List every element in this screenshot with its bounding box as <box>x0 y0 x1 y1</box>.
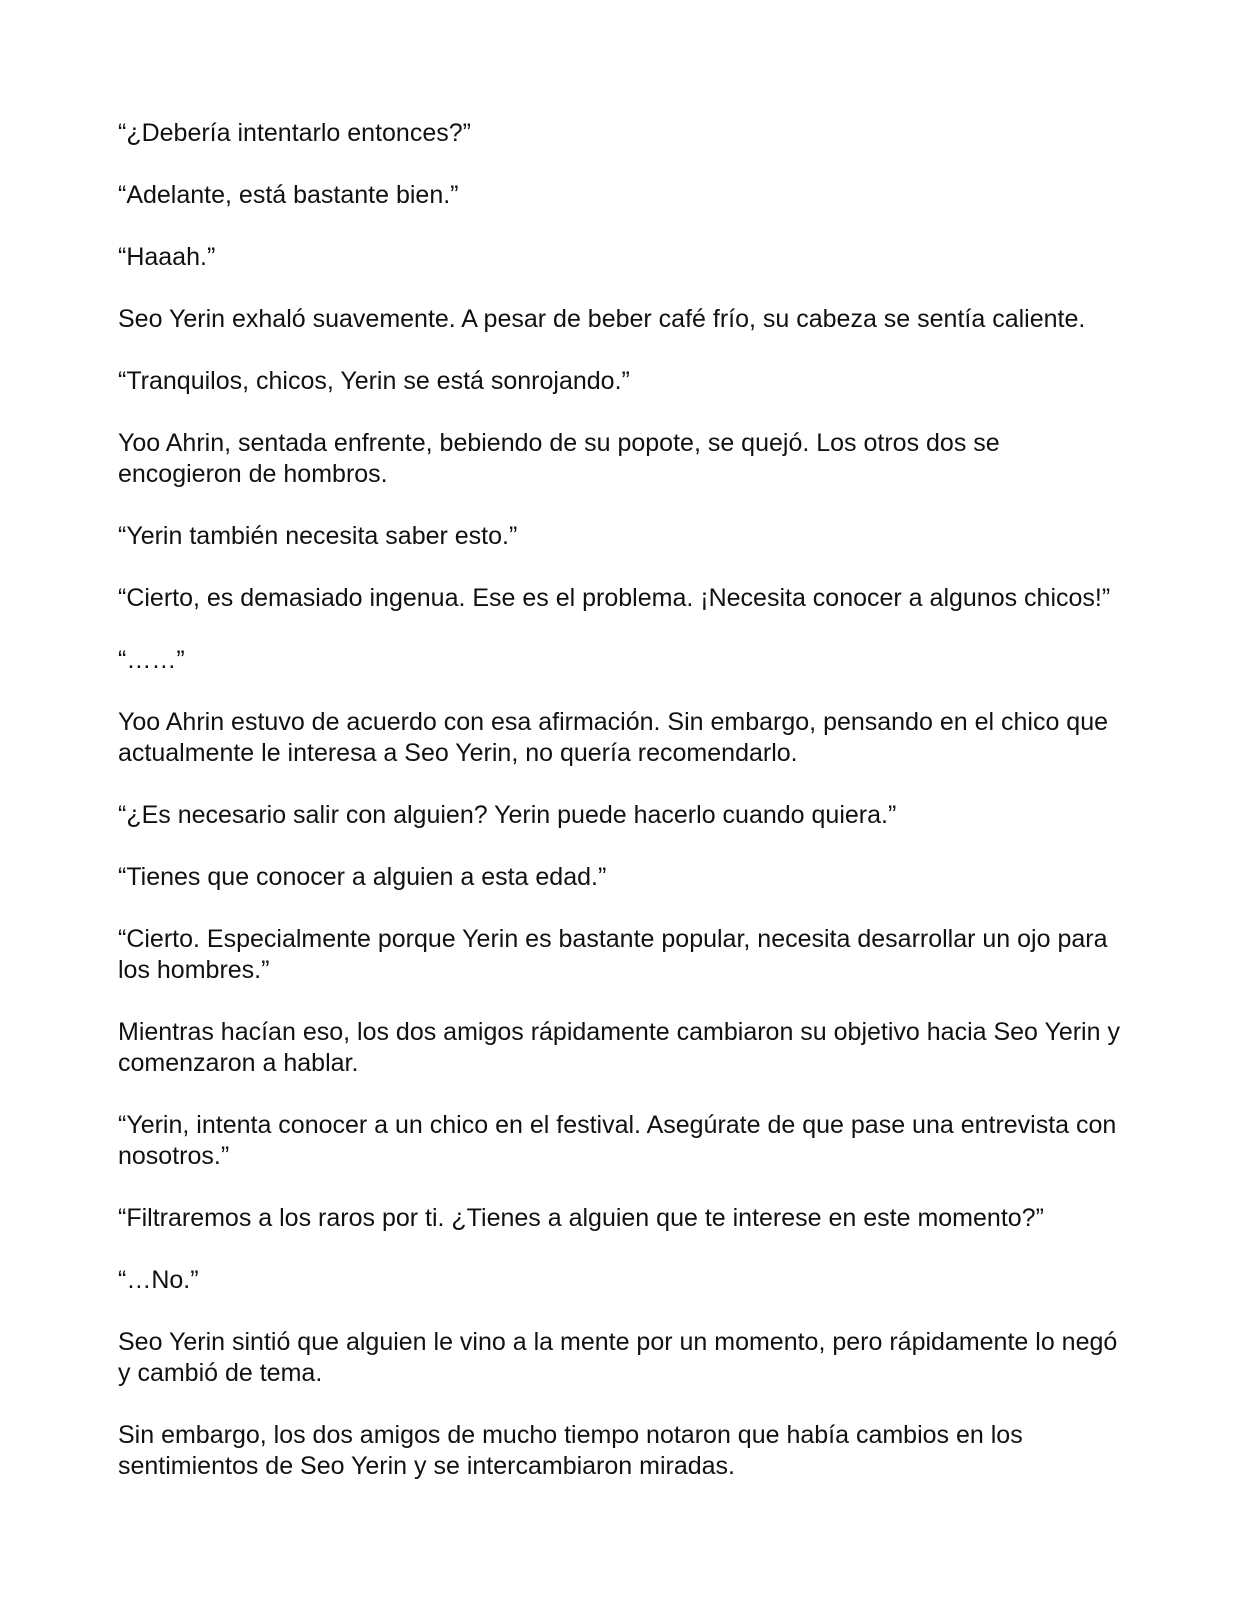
paragraph: Yoo Ahrin estuvo de acuerdo con esa afirmación. Sin embargo, pensando en el chico que actualmente le interesa a Seo Yerin, no quería recomendarlo. <box>118 708 1109 767</box>
paragraph: “Cierto, es demasiado ingenua. Ese es el problema. ¡Necesita conocer a algunos chicos!” <box>118 584 1111 612</box>
paragraph: Seo Yerin sintió que alguien le vino a la mente por un momento, pero rápidamente lo negó y cambió de tema. <box>118 1328 1118 1387</box>
paragraph: Sin embargo, los dos amigos de mucho tiempo notaron que había cambios en los sentimientos de Seo Yerin y se intercambiaron miradas. <box>118 1421 1023 1480</box>
paragraph: “Cierto. Especialmente porque Yerin es bastante popular, necesita desarrollar un ojo para los hombres.” <box>118 925 1108 984</box>
paragraph: “…No.” <box>118 1266 199 1294</box>
paragraph: “Haaah.” <box>118 243 216 271</box>
paragraph: “Yerin, intenta conocer a un chico en el festival. Asegúrate de que pase una entrevista con nosotros.” <box>118 1111 1117 1170</box>
paragraph: “Yerin también necesita saber esto.” <box>118 522 518 550</box>
paragraph: “Adelante, está bastante bien.” <box>118 181 459 209</box>
paragraph: Mientras hacían eso, los dos amigos rápidamente cambiaron su objetivo hacia Seo Yerin y comenzaron a hablar. <box>118 1018 1120 1077</box>
paragraph: “……” <box>118 646 185 674</box>
paragraph: “¿Es necesario salir con alguien? Yerin puede hacerlo cuando quiera.” <box>118 801 897 829</box>
paragraph: Yoo Ahrin, sentada enfrente, bebiendo de su popote, se quejó. Los otros dos se encogieron de hombros. <box>118 429 1000 488</box>
paragraph: “Tranquilos, chicos, Yerin se está sonrojando.” <box>118 367 630 395</box>
paragraph: Seo Yerin exhaló suavemente. A pesar de beber café frío, su cabeza se sentía caliente. <box>118 305 1086 333</box>
paragraph: “Filtraremos a los raros por ti. ¿Tienes a alguien que te interese en este momento?” <box>118 1204 1044 1232</box>
paragraph: “¿Debería intentarlo entonces?” <box>118 119 471 147</box>
document-body <box>118 118 1128 1513</box>
paragraph: “Tienes que conocer a alguien a esta edad.” <box>118 863 607 891</box>
